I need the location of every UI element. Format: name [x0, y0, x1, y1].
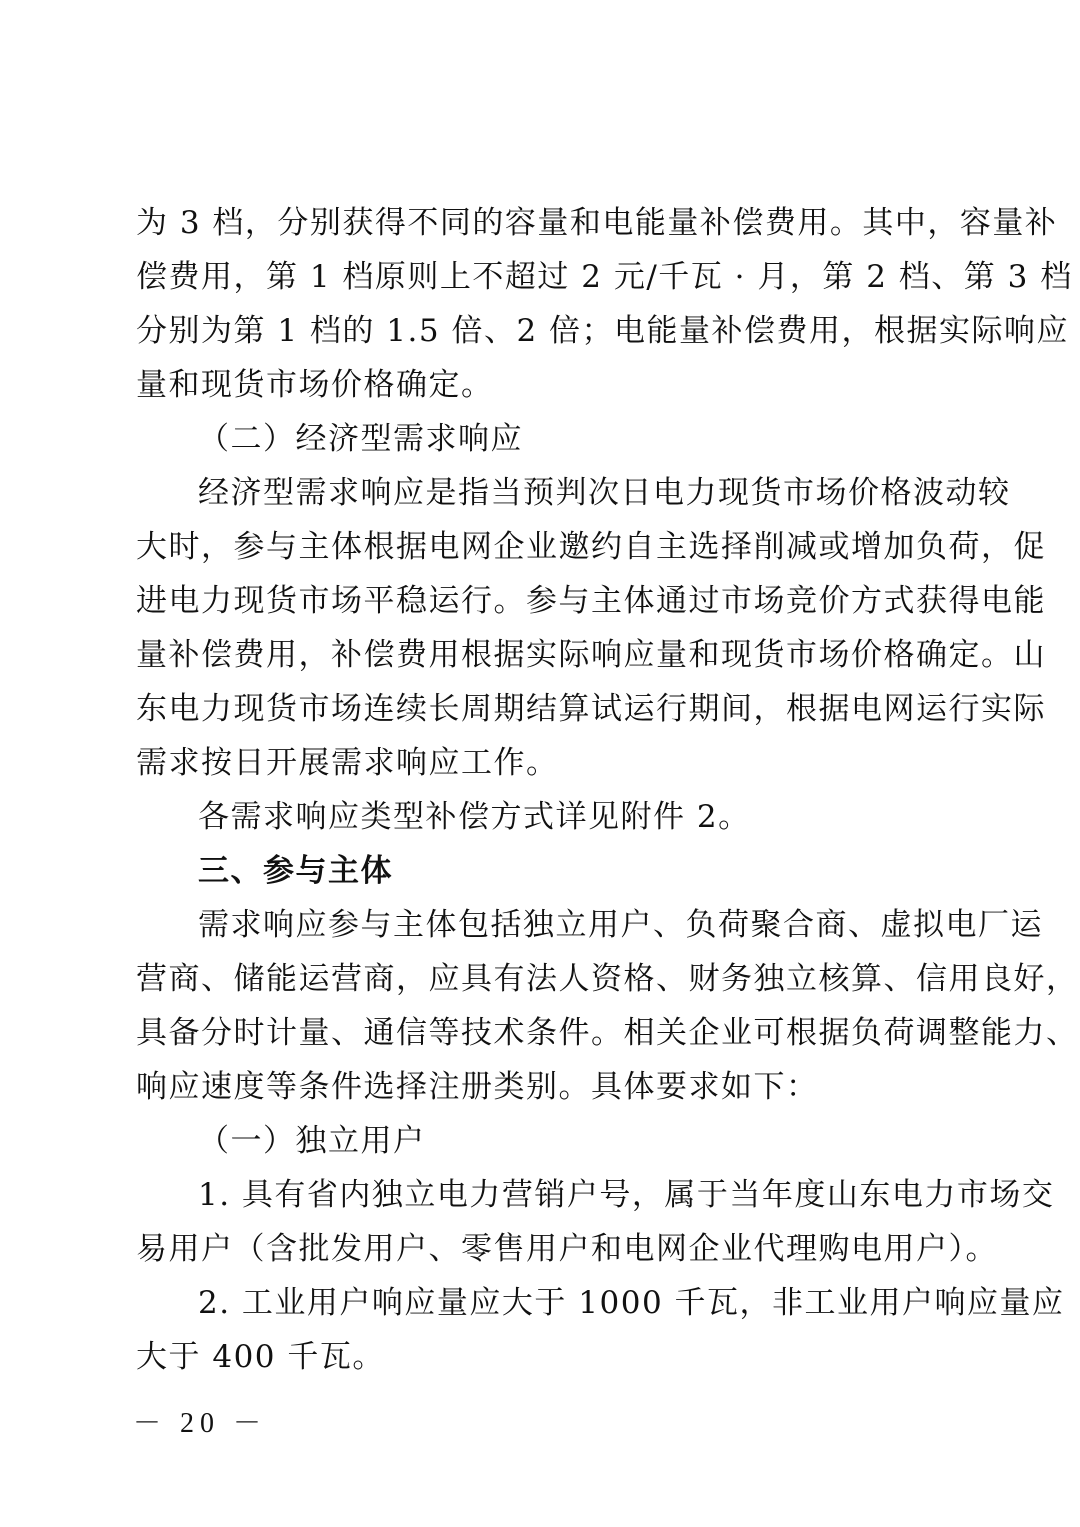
list-item-line: 大于 400 千瓦。: [136, 1339, 385, 1375]
body-text-line: 东电力现货市场连续长周期结算试运行期间，根据电网运行实际: [136, 691, 1046, 727]
body-text-line: 经济型需求响应是指当预判次日电力现货市场价格波动较: [198, 475, 1011, 511]
subsection-heading: （二）经济型需求响应: [198, 421, 523, 457]
subsection-heading: （一）独立用户: [198, 1123, 426, 1159]
body-text-line: 分别为第 1 档的 1.5 倍、2 倍；电能量补偿费用，根据实际响应: [136, 313, 1070, 349]
body-text-line: 具备分时计量、通信等技术条件。相关企业可根据负荷调整能力、: [136, 1015, 1079, 1051]
list-item-line: 易用户（含批发用户、零售用户和电网企业代理购电用户）。: [136, 1231, 998, 1267]
body-text-line: 偿费用，第 1 档原则上不超过 2 元/千瓦 · 月，第 2 档、第 3 档: [136, 259, 1073, 295]
body-text-line: 量和现货市场价格确定。: [136, 367, 494, 403]
body-text-line: 大时，参与主体根据电网企业邀约自主选择削减或增加负荷，促: [136, 529, 1046, 565]
document-body: [136, 196, 1079, 1384]
body-text-line: 各需求响应类型补偿方式详见附件 2。: [198, 799, 751, 835]
body-text-line: 为 3 档，分别获得不同的容量和电能量补偿费用。其中，容量补: [136, 205, 1058, 241]
list-item-line: 2. 工业用户响应量应大于 1000 千瓦，非工业用户响应量应: [198, 1285, 1065, 1321]
body-text-line: 营商、储能运营商，应具有法人资格、财务独立核算、信用良好，: [136, 961, 1079, 997]
body-text-line: 量补偿费用，补偿费用根据实际响应量和现货市场价格确定。山: [136, 637, 1046, 673]
body-text-line: 需求按日开展需求响应工作。: [136, 745, 559, 781]
body-text-line: 需求响应参与主体包括独立用户、负荷聚合商、虚拟电厂运: [198, 907, 1043, 943]
page-number: － 20 －: [133, 1408, 268, 1439]
body-text-line: 响应速度等条件选择注册类别。具体要求如下：: [136, 1069, 819, 1105]
body-text-line: 进电力现货市场平稳运行。参与主体通过市场竞价方式获得电能: [136, 583, 1046, 619]
list-item-line: 1. 具有省内独立电力营销户号，属于当年度山东电力市场交: [198, 1177, 1055, 1213]
section-heading: 三、参与主体: [198, 853, 393, 889]
